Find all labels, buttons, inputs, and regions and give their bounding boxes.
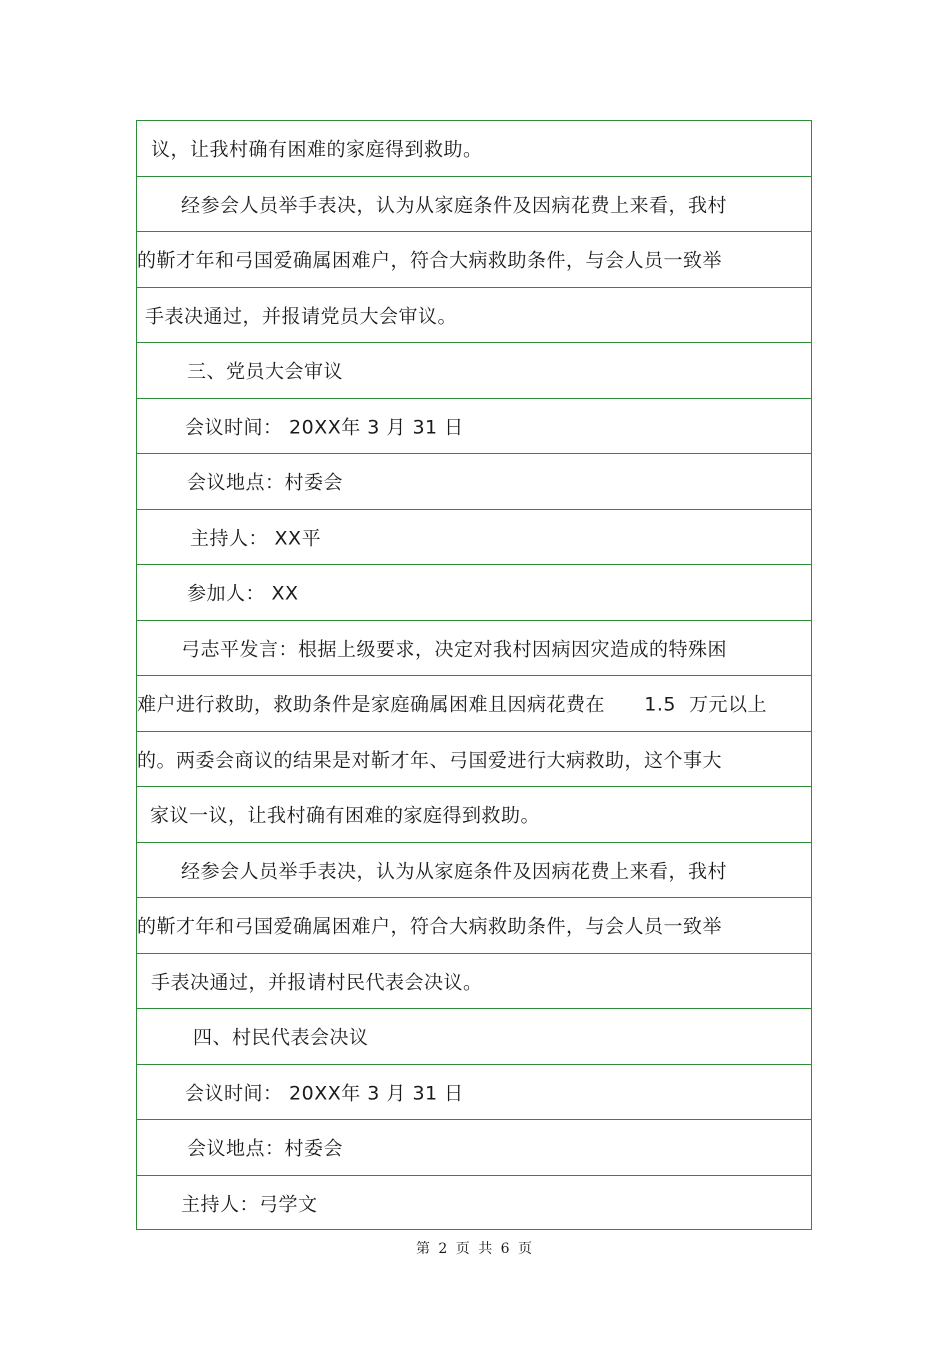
line-text: 四、村民代表会决议: [193, 1026, 369, 1049]
line-text: 会议地点：村委会: [187, 1137, 344, 1160]
text-line: [137, 787, 811, 843]
text-line: [137, 1065, 811, 1121]
document-body: [136, 120, 812, 1230]
line-text: 的。两委会商议的结果是对靳才年、弓国爱进行大病救助，这个事大: [137, 749, 723, 772]
line-text: 主持人：弓学文: [181, 1193, 318, 1216]
text-line: [137, 898, 811, 954]
line-text: 手表决通过，并报请村民代表会决议。: [151, 971, 483, 994]
text-line: [137, 454, 811, 510]
text-line: [137, 399, 811, 455]
text-line: [137, 121, 811, 177]
line-text: 经参会人员举手表决，认为从家庭条件及因病花费上来看，我村: [181, 194, 728, 217]
line-text: 经参会人员举手表决，认为从家庭条件及因病花费上来看，我村: [181, 860, 728, 883]
section-heading: [137, 343, 811, 399]
text-line: [137, 565, 811, 621]
text-line: [137, 621, 811, 677]
line-text: 难户进行救助，救助条件是家庭确属困难且因病花费在 1.5 万元以上: [137, 693, 768, 716]
text-line: [137, 732, 811, 788]
line-text: 会议时间： 20XX年 3 月 31 日: [185, 1082, 464, 1105]
line-text: 的靳才年和弓国爱确属困难户，符合大病救助条件，与会人员一致举: [137, 915, 723, 938]
line-text: 会议时间： 20XX年 3 月 31 日: [185, 416, 464, 439]
line-text: 的靳才年和弓国爱确属困难户，符合大病救助条件，与会人员一致举: [137, 249, 723, 272]
text-line: [137, 510, 811, 566]
line-text: 三、党员大会审议: [187, 360, 344, 383]
page-number: 第 2 页 共 6 页: [415, 1241, 535, 1257]
line-text: 主持人： XX平: [190, 527, 322, 550]
line-text: 家议一议，让我村确有困难的家庭得到救助。: [150, 804, 541, 827]
line-text: 手表决通过，并报请党员大会审议。: [145, 305, 458, 328]
text-line: [137, 676, 811, 732]
line-text: 会议地点：村委会: [187, 471, 344, 494]
text-line: [137, 843, 811, 899]
line-text: 弓志平发言：根据上级要求，决定对我村因病因灾造成的特殊困: [181, 638, 728, 661]
text-line: [137, 954, 811, 1010]
text-line: [137, 177, 811, 233]
text-line: [137, 232, 811, 288]
text-line: [137, 288, 811, 344]
section-heading: [137, 1009, 811, 1065]
text-line: [137, 1176, 811, 1232]
text-line: [137, 1120, 811, 1176]
line-text: 参加人： XX: [187, 582, 299, 605]
line-text: 议，让我村确有困难的家庭得到救助。: [151, 138, 483, 161]
